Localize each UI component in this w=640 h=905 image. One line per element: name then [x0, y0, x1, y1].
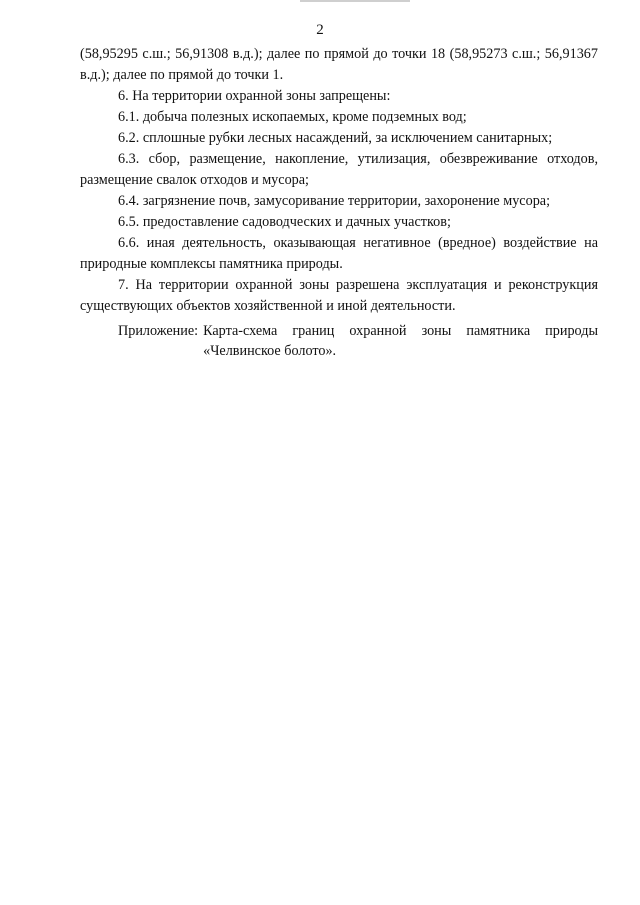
page-number: 2	[316, 22, 324, 38]
scan-edge-mark	[300, 0, 410, 2]
paragraph-6: 6. На территории охранной зоны запрещены:	[118, 88, 391, 104]
appendix-label: Приложение:	[118, 323, 199, 339]
paragraph-6-6: 6.6. иная деятельность, оказывающая негативное (вредное) воздействие на природные комплексы памятника природы.	[80, 235, 598, 272]
paragraph-6-4: 6.4. загрязнение почв, замусоривание территории, захоронение мусора;	[118, 193, 551, 209]
paragraph-7: 7. На территории охранной зоны разрешена эксплуатация и реконструкция существующих объектов хозяйственной и иной деятельности.	[80, 277, 598, 314]
paragraph-6-5: 6.5. предоставление садоводческих и дачных участков;	[118, 214, 451, 230]
document-body	[80, 44, 598, 317]
paragraph-6-3: 6.3. сбор, размещение, накопление, утилизация, обезвреживание отходов, размещение свалок отходов и мусора;	[80, 151, 598, 188]
paragraph-coordinates: (58,95295 с.ш.; 56,91308 в.д.); далее по прямой до точки 18 (58,95273 с.ш.; 56,91367 в.д.); далее по прямой до точки 1.	[80, 46, 598, 83]
appendix-text: Карта-схема границ охранной зоны памятника природы «Челвинское болото».	[203, 323, 598, 359]
paragraph-6-2: 6.2. сплошные рубки лесных насаждений, за исключением санитарных;	[118, 130, 553, 146]
appendix-block	[118, 321, 598, 361]
paragraph-6-1: 6.1. добыча полезных ископаемых, кроме подземных вод;	[118, 109, 467, 125]
